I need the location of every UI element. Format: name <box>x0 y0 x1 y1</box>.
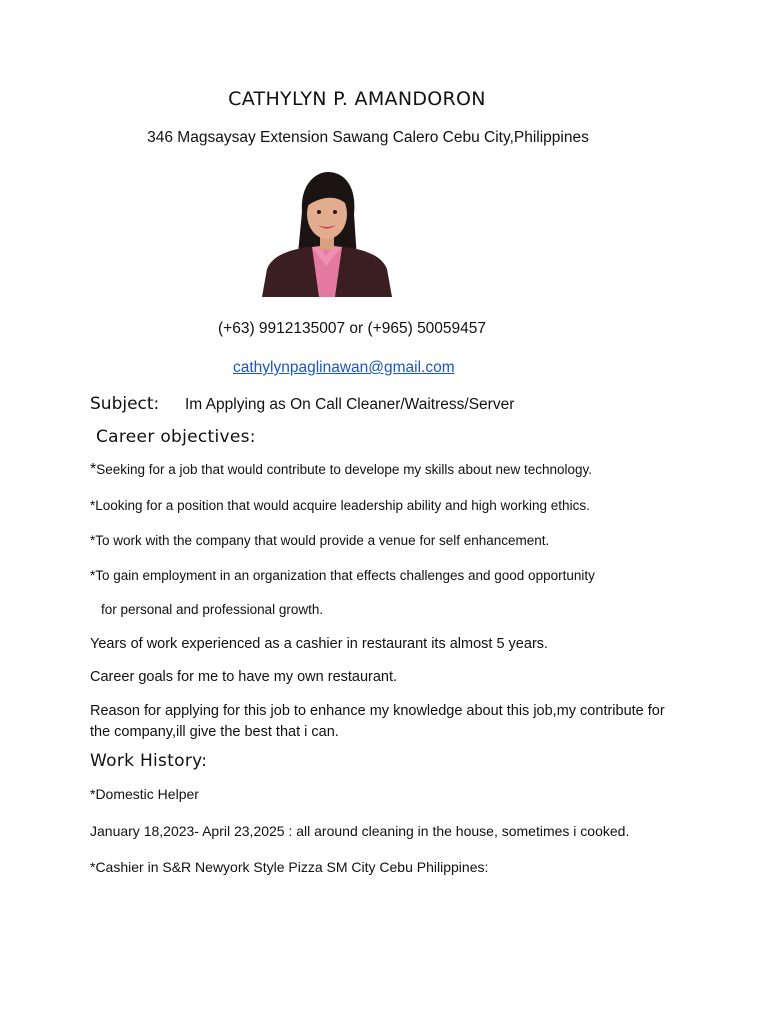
objective-item <box>90 568 595 583</box>
objective-text: To gain employment in an organization that effects challenges and good opportunity <box>95 568 595 583</box>
career-goals-paragraph: Career goals for me to have my own restaurant. <box>90 669 398 685</box>
bullet-marker: * <box>90 498 96 513</box>
objective-text: Seeking for a job that would contribute to develope my skills about new technology. <box>96 462 593 477</box>
objective-text: Looking for a position that would acquire leadership ability and high working ethics. <box>95 498 590 513</box>
profile-photo <box>262 170 392 297</box>
objective-text: To work with the company that would provide a venue for self enhancement. <box>95 533 550 548</box>
email-link[interactable]: cathylynpaglinawan@gmail.com <box>233 359 455 376</box>
objective-item <box>90 533 549 548</box>
objective-item <box>90 461 592 479</box>
job-title: *Cashier in S&R Newyork Style Pizza SM City Cebu Philippines: <box>90 859 489 875</box>
job-detail: January 18,2023- April 23,2025 : all around cleaning in the house, sometimes i cooked. <box>90 823 630 839</box>
address-line: 346 Magsaysay Extension Sawang Calero Cebu City,Philippines <box>147 129 589 146</box>
work-history-heading: Work History: <box>90 751 208 771</box>
subject-text: Im Applying as On Call Cleaner/Waitress/Server <box>185 396 515 413</box>
bullet-marker: * <box>90 568 96 583</box>
phone-numbers: (+63) 9912135007 or (+965) 50059457 <box>218 320 487 337</box>
objective-item <box>90 498 590 513</box>
reason-paragraph: Reason for applying for this job to enhance my knowledge about this job,my contribute for the company,ill give the best that i can. <box>90 703 665 740</box>
bullet-marker: * <box>90 533 96 548</box>
career-objectives-heading: Career objectives: <box>96 427 256 447</box>
bullet-marker: * <box>90 461 97 478</box>
objective-continuation: for personal and professional growth. <box>101 602 324 617</box>
job-title: *Domestic Helper <box>90 786 199 802</box>
experience-paragraph: Years of work experienced as a cashier in restaurant its almost 5 years. <box>90 636 549 652</box>
applicant-name: CATHYLYN P. AMANDORON <box>228 88 486 110</box>
subject-label: Subject: <box>90 394 160 414</box>
